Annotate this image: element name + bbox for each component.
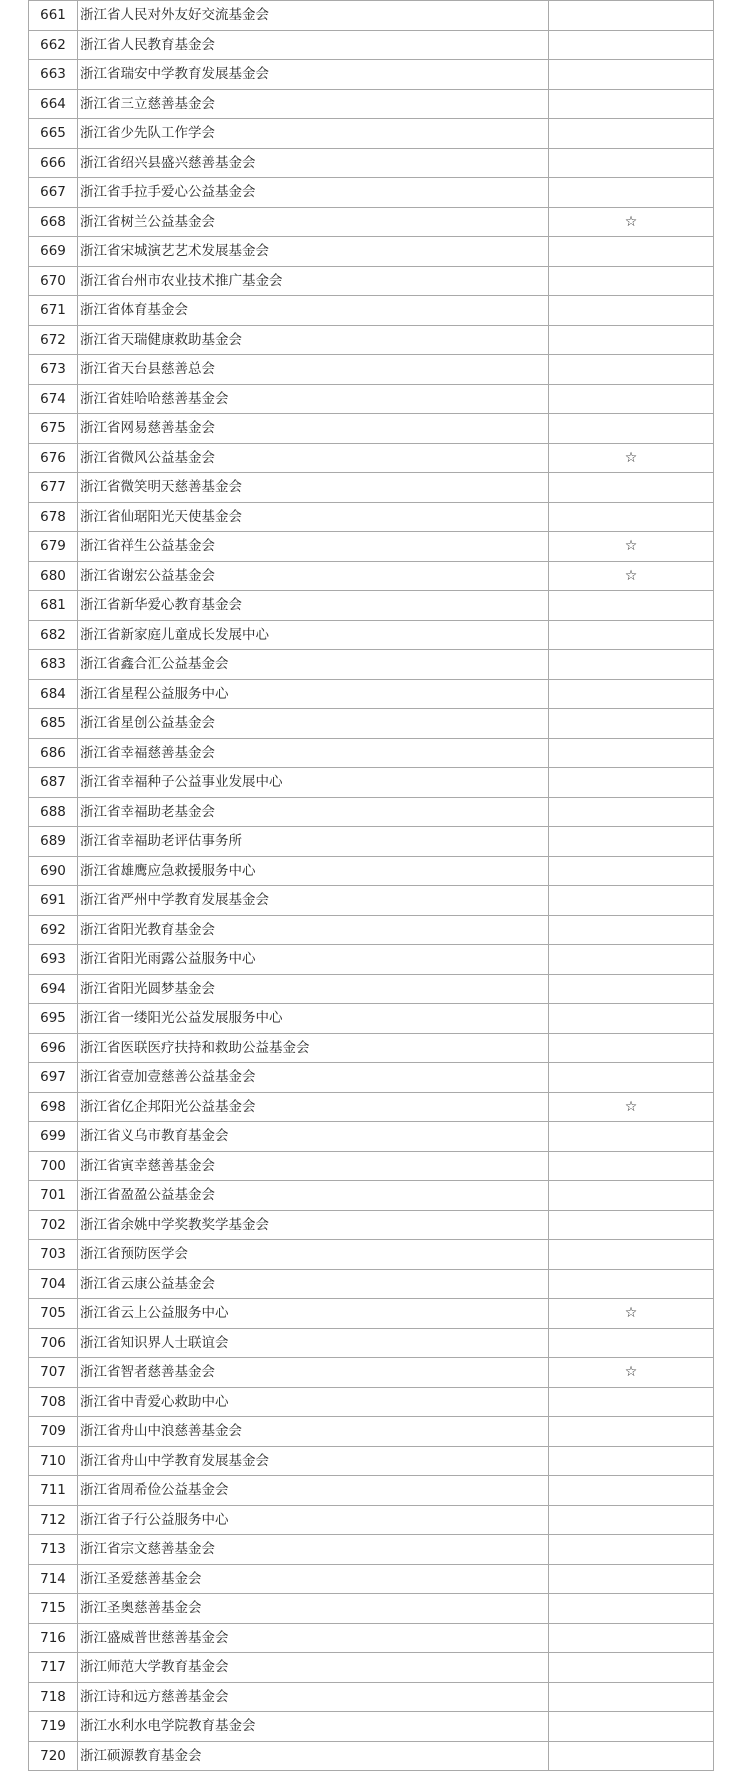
mark-cell: [549, 1741, 714, 1771]
mark-cell: [549, 650, 714, 680]
organization-name-cell: 浙江水利水电学院教育基金会: [78, 1712, 549, 1742]
mark-cell: [549, 1240, 714, 1270]
mark-cell: [549, 89, 714, 119]
table-row: [29, 148, 714, 178]
organization-name-cell: 浙江省新华爱心教育基金会: [78, 591, 549, 621]
row-number-cell: 702: [29, 1210, 78, 1240]
mark-cell: [549, 591, 714, 621]
mark-cell: [549, 237, 714, 267]
mark-cell: [549, 1712, 714, 1742]
organization-name-cell: 浙江省寅幸慈善基金会: [78, 1151, 549, 1181]
table-row: [29, 1417, 714, 1447]
row-number-cell: 676: [29, 443, 78, 473]
organization-name-cell: 浙江省雄鹰应急救援服务中心: [78, 856, 549, 886]
mark-cell: [549, 1122, 714, 1152]
row-number-cell: 662: [29, 30, 78, 60]
organization-table-body: [29, 1, 714, 1771]
row-number-cell: 706: [29, 1328, 78, 1358]
row-number-cell: 699: [29, 1122, 78, 1152]
organization-name-cell: 浙江盛威普世慈善基金会: [78, 1623, 549, 1653]
organization-name-cell: 浙江省仙琚阳光天使基金会: [78, 502, 549, 532]
organization-name-cell: 浙江省谢宏公益基金会: [78, 561, 549, 591]
row-number-cell: 703: [29, 1240, 78, 1270]
table-row: [29, 502, 714, 532]
organization-name-cell: 浙江圣爱慈善基金会: [78, 1564, 549, 1594]
mark-cell: [549, 856, 714, 886]
row-number-cell: 687: [29, 768, 78, 798]
organization-name-cell: 浙江省网易慈善基金会: [78, 414, 549, 444]
table-row: [29, 886, 714, 916]
organization-name-cell: 浙江省台州市农业技术推广基金会: [78, 266, 549, 296]
mark-cell: [549, 1594, 714, 1624]
row-number-cell: 677: [29, 473, 78, 503]
mark-cell: [549, 502, 714, 532]
row-number-cell: 717: [29, 1653, 78, 1683]
mark-cell: [549, 1387, 714, 1417]
mark-cell: [549, 296, 714, 326]
organization-name-cell: 浙江省天台县慈善总会: [78, 355, 549, 385]
organization-name-cell: 浙江圣奥慈善基金会: [78, 1594, 549, 1624]
star-icon: ☆: [549, 532, 714, 562]
row-number-cell: 709: [29, 1417, 78, 1447]
mark-cell: [549, 30, 714, 60]
table-row: [29, 30, 714, 60]
table-row: [29, 738, 714, 768]
row-number-cell: 671: [29, 296, 78, 326]
organization-name-cell: 浙江省幸福种子公益事业发展中心: [78, 768, 549, 798]
organization-name-cell: 浙江省亿企邦阳光公益基金会: [78, 1092, 549, 1122]
organization-name-cell: 浙江省中青爱心救助中心: [78, 1387, 549, 1417]
mark-cell: [549, 355, 714, 385]
row-number-cell: 668: [29, 207, 78, 237]
row-number-cell: 673: [29, 355, 78, 385]
table-row: [29, 1299, 714, 1329]
organization-name-cell: 浙江省壹加壹慈善公益基金会: [78, 1063, 549, 1093]
row-number-cell: 718: [29, 1682, 78, 1712]
table-row: [29, 1446, 714, 1476]
row-number-cell: 710: [29, 1446, 78, 1476]
table-row: [29, 1092, 714, 1122]
organization-name-cell: 浙江省阳光圆梦基金会: [78, 974, 549, 1004]
mark-cell: [549, 1505, 714, 1535]
organization-name-cell: 浙江省严州中学教育发展基金会: [78, 886, 549, 916]
mark-cell: [549, 1535, 714, 1565]
row-number-cell: 675: [29, 414, 78, 444]
mark-cell: [549, 709, 714, 739]
row-number-cell: 711: [29, 1476, 78, 1506]
mark-cell: [549, 384, 714, 414]
mark-cell: [549, 738, 714, 768]
row-number-cell: 670: [29, 266, 78, 296]
organization-name-cell: 浙江师范大学教育基金会: [78, 1653, 549, 1683]
table-row: [29, 1682, 714, 1712]
row-number-cell: 686: [29, 738, 78, 768]
organization-name-cell: 浙江省幸福助老基金会: [78, 797, 549, 827]
organization-name-cell: 浙江省云上公益服务中心: [78, 1299, 549, 1329]
table-row: [29, 1653, 714, 1683]
table-row: [29, 532, 714, 562]
mark-cell: [549, 1682, 714, 1712]
table-row: [29, 473, 714, 503]
organization-name-cell: 浙江省智者慈善基金会: [78, 1358, 549, 1388]
table-row: [29, 89, 714, 119]
organization-name-cell: 浙江省瑞安中学教育发展基金会: [78, 60, 549, 90]
table-row: [29, 384, 714, 414]
mark-cell: [549, 1, 714, 31]
organization-name-cell: 浙江省幸福助老评估事务所: [78, 827, 549, 857]
table-row: [29, 237, 714, 267]
mark-cell: [549, 1564, 714, 1594]
row-number-cell: 684: [29, 679, 78, 709]
table-row: [29, 1151, 714, 1181]
mark-cell: [549, 1328, 714, 1358]
row-number-cell: 697: [29, 1063, 78, 1093]
star-icon: ☆: [549, 443, 714, 473]
star-icon: ☆: [549, 561, 714, 591]
mark-cell: [549, 473, 714, 503]
row-number-cell: 704: [29, 1269, 78, 1299]
mark-cell: [549, 886, 714, 916]
table-row: [29, 119, 714, 149]
mark-cell: [549, 620, 714, 650]
star-icon: ☆: [549, 1299, 714, 1329]
row-number-cell: 664: [29, 89, 78, 119]
organization-name-cell: 浙江省娃哈哈慈善基金会: [78, 384, 549, 414]
row-number-cell: 679: [29, 532, 78, 562]
row-number-cell: 674: [29, 384, 78, 414]
table-row: [29, 650, 714, 680]
row-number-cell: 665: [29, 119, 78, 149]
table-row: [29, 1, 714, 31]
row-number-cell: 707: [29, 1358, 78, 1388]
mark-cell: [549, 1181, 714, 1211]
mark-cell: [549, 1210, 714, 1240]
mark-cell: [549, 1476, 714, 1506]
organization-name-cell: 浙江省少先队工作学会: [78, 119, 549, 149]
organization-name-cell: 浙江省义乌市教育基金会: [78, 1122, 549, 1152]
row-number-cell: 683: [29, 650, 78, 680]
organization-name-cell: 浙江省幸福慈善基金会: [78, 738, 549, 768]
table-row: [29, 1623, 714, 1653]
table-row: [29, 1564, 714, 1594]
row-number-cell: 678: [29, 502, 78, 532]
table-row: [29, 1594, 714, 1624]
table-row: [29, 207, 714, 237]
row-number-cell: 712: [29, 1505, 78, 1535]
organization-name-cell: 浙江省舟山中学教育发展基金会: [78, 1446, 549, 1476]
organization-name-cell: 浙江省医联医疗扶持和救助公益基金会: [78, 1033, 549, 1063]
organization-name-cell: 浙江省天瑞健康救助基金会: [78, 325, 549, 355]
organization-name-cell: 浙江硕源教育基金会: [78, 1741, 549, 1771]
row-number-cell: 681: [29, 591, 78, 621]
organization-name-cell: 浙江省手拉手爱心公益基金会: [78, 178, 549, 208]
table-row: [29, 1387, 714, 1417]
row-number-cell: 708: [29, 1387, 78, 1417]
table-row: [29, 355, 714, 385]
row-number-cell: 694: [29, 974, 78, 1004]
table-row: [29, 1269, 714, 1299]
mark-cell: [549, 679, 714, 709]
table-row: [29, 679, 714, 709]
organization-name-cell: 浙江省三立慈善基金会: [78, 89, 549, 119]
organization-name-cell: 浙江省阳光教育基金会: [78, 915, 549, 945]
table-row: [29, 768, 714, 798]
mark-cell: [549, 797, 714, 827]
organization-name-cell: 浙江省祥生公益基金会: [78, 532, 549, 562]
table-row: [29, 620, 714, 650]
organization-name-cell: 浙江省一缕阳光公益发展服务中心: [78, 1004, 549, 1034]
table-row: [29, 1033, 714, 1063]
table-row: [29, 60, 714, 90]
organization-name-cell: 浙江诗和远方慈善基金会: [78, 1682, 549, 1712]
row-number-cell: 688: [29, 797, 78, 827]
organization-name-cell: 浙江省宗文慈善基金会: [78, 1535, 549, 1565]
organization-name-cell: 浙江省宋城演艺艺术发展基金会: [78, 237, 549, 267]
table-row: [29, 178, 714, 208]
organization-name-cell: 浙江省盈盈公益基金会: [78, 1181, 549, 1211]
organization-name-cell: 浙江省周希俭公益基金会: [78, 1476, 549, 1506]
mark-cell: [549, 915, 714, 945]
row-number-cell: 666: [29, 148, 78, 178]
row-number-cell: 701: [29, 1181, 78, 1211]
table-row: [29, 797, 714, 827]
organization-name-cell: 浙江省新家庭儿童成长发展中心: [78, 620, 549, 650]
row-number-cell: 696: [29, 1033, 78, 1063]
mark-cell: [549, 178, 714, 208]
organization-name-cell: 浙江省子行公益服务中心: [78, 1505, 549, 1535]
mark-cell: [549, 768, 714, 798]
mark-cell: [549, 1446, 714, 1476]
star-icon: ☆: [549, 1358, 714, 1388]
row-number-cell: 669: [29, 237, 78, 267]
table-row: [29, 1063, 714, 1093]
organization-name-cell: 浙江省鑫合汇公益基金会: [78, 650, 549, 680]
table-row: [29, 1358, 714, 1388]
row-number-cell: 715: [29, 1594, 78, 1624]
row-number-cell: 714: [29, 1564, 78, 1594]
table-row: [29, 296, 714, 326]
organization-name-cell: 浙江省云康公益基金会: [78, 1269, 549, 1299]
organization-name-cell: 浙江省星创公益基金会: [78, 709, 549, 739]
table-row: [29, 1122, 714, 1152]
organization-name-cell: 浙江省星程公益服务中心: [78, 679, 549, 709]
mark-cell: [549, 1063, 714, 1093]
row-number-cell: 690: [29, 856, 78, 886]
organization-name-cell: 浙江省树兰公益基金会: [78, 207, 549, 237]
organization-name-cell: 浙江省微笑明天慈善基金会: [78, 473, 549, 503]
table-row: [29, 414, 714, 444]
table-row: [29, 325, 714, 355]
row-number-cell: 698: [29, 1092, 78, 1122]
row-number-cell: 672: [29, 325, 78, 355]
table-row: [29, 915, 714, 945]
mark-cell: [549, 119, 714, 149]
mark-cell: [549, 1269, 714, 1299]
row-number-cell: 685: [29, 709, 78, 739]
table-row: [29, 561, 714, 591]
table-row: [29, 709, 714, 739]
organization-name-cell: 浙江省舟山中浪慈善基金会: [78, 1417, 549, 1447]
star-icon: ☆: [549, 207, 714, 237]
table-row: [29, 827, 714, 857]
table-row: [29, 443, 714, 473]
table-row: [29, 1505, 714, 1535]
row-number-cell: 719: [29, 1712, 78, 1742]
table-row: [29, 1240, 714, 1270]
star-icon: ☆: [549, 1092, 714, 1122]
mark-cell: [549, 1004, 714, 1034]
organization-name-cell: 浙江省预防医学会: [78, 1240, 549, 1270]
row-number-cell: 700: [29, 1151, 78, 1181]
organization-name-cell: 浙江省阳光雨露公益服务中心: [78, 945, 549, 975]
row-number-cell: 661: [29, 1, 78, 31]
mark-cell: [549, 945, 714, 975]
mark-cell: [549, 974, 714, 1004]
row-number-cell: 695: [29, 1004, 78, 1034]
organization-name-cell: 浙江省体育基金会: [78, 296, 549, 326]
table-row: [29, 945, 714, 975]
row-number-cell: 713: [29, 1535, 78, 1565]
mark-cell: [549, 827, 714, 857]
table-row: [29, 1328, 714, 1358]
mark-cell: [549, 325, 714, 355]
table-row: [29, 1210, 714, 1240]
row-number-cell: 720: [29, 1741, 78, 1771]
table-row: [29, 1004, 714, 1034]
mark-cell: [549, 1417, 714, 1447]
mark-cell: [549, 1653, 714, 1683]
row-number-cell: 716: [29, 1623, 78, 1653]
table-row: [29, 591, 714, 621]
organization-name-cell: 浙江省人民教育基金会: [78, 30, 549, 60]
row-number-cell: 689: [29, 827, 78, 857]
row-number-cell: 692: [29, 915, 78, 945]
organization-name-cell: 浙江省余姚中学奖教奖学基金会: [78, 1210, 549, 1240]
table-row: [29, 856, 714, 886]
row-number-cell: 667: [29, 178, 78, 208]
mark-cell: [549, 1151, 714, 1181]
mark-cell: [549, 1033, 714, 1063]
organization-name-cell: 浙江省微风公益基金会: [78, 443, 549, 473]
row-number-cell: 705: [29, 1299, 78, 1329]
mark-cell: [549, 60, 714, 90]
row-number-cell: 663: [29, 60, 78, 90]
table-row: [29, 1535, 714, 1565]
organization-name-cell: 浙江省人民对外友好交流基金会: [78, 1, 549, 31]
mark-cell: [549, 1623, 714, 1653]
row-number-cell: 693: [29, 945, 78, 975]
table-row: [29, 266, 714, 296]
organization-table: [28, 0, 714, 1771]
table-row: [29, 974, 714, 1004]
mark-cell: [549, 266, 714, 296]
mark-cell: [549, 148, 714, 178]
table-row: [29, 1476, 714, 1506]
mark-cell: [549, 414, 714, 444]
table-row: [29, 1712, 714, 1742]
row-number-cell: 682: [29, 620, 78, 650]
organization-name-cell: 浙江省知识界人士联谊会: [78, 1328, 549, 1358]
row-number-cell: 691: [29, 886, 78, 916]
table-row: [29, 1181, 714, 1211]
organization-name-cell: 浙江省绍兴县盛兴慈善基金会: [78, 148, 549, 178]
table-row: [29, 1741, 714, 1771]
row-number-cell: 680: [29, 561, 78, 591]
